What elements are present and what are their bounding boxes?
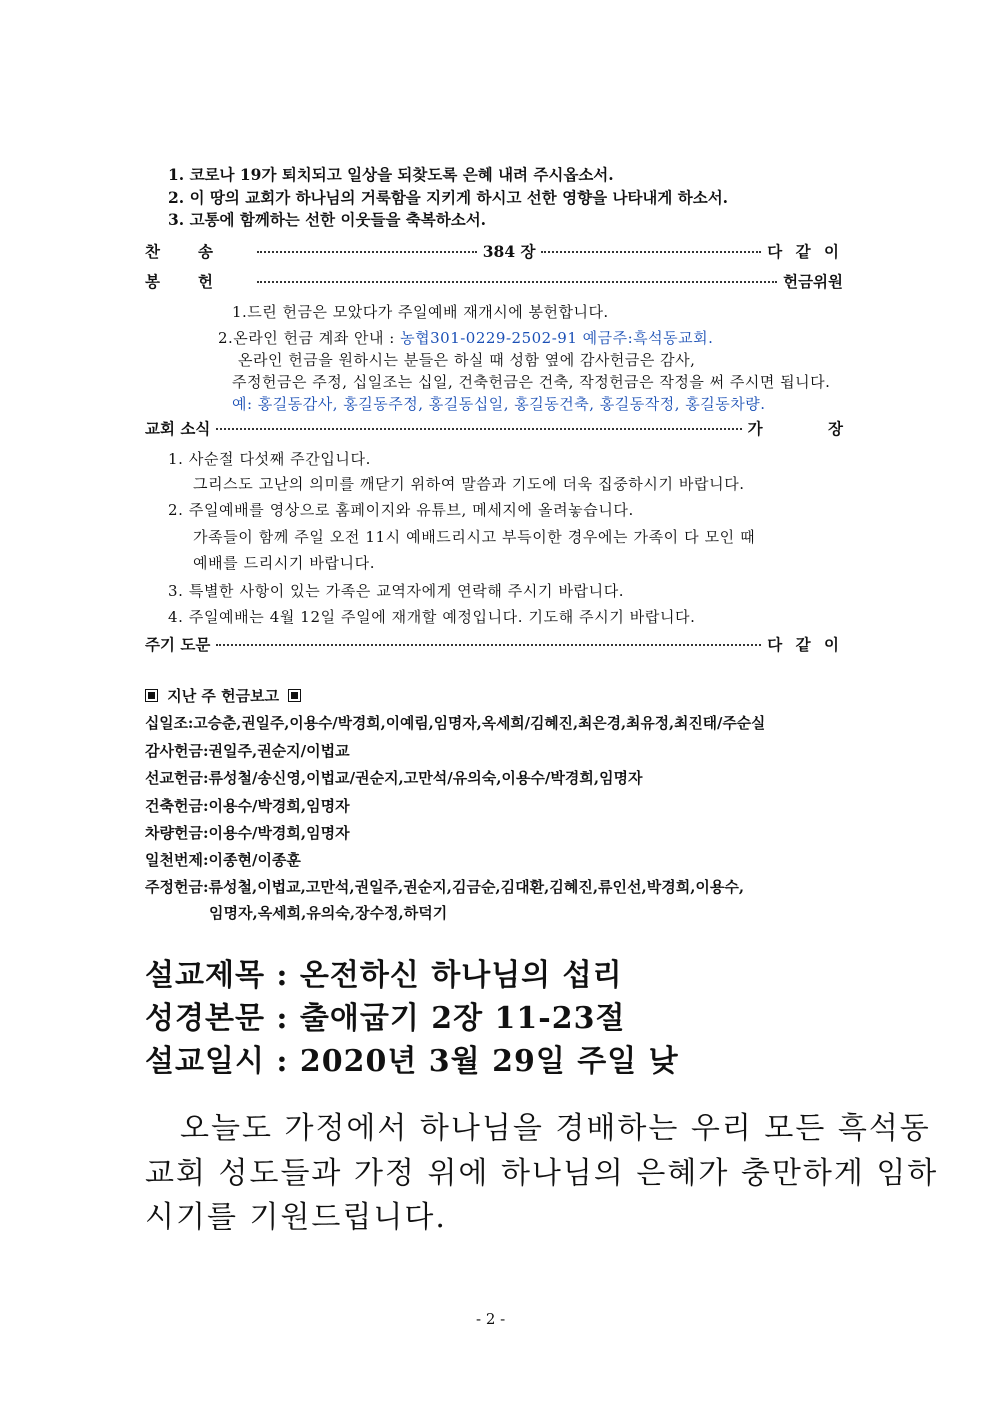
report-line: 일천번제:이종현/이종훈 <box>145 851 301 869</box>
offering-account-prefix: 2.온라인 헌금 계좌 안내 : <box>218 329 401 347</box>
closing-prayer-row <box>145 633 843 655</box>
hymn-performer: 다 같 이 <box>767 242 843 261</box>
news-label: 교회 소식 <box>145 419 211 438</box>
report-line: 주정헌금:류성철,이법교,고만석,권일주,권순지,김금순,김대환,김혜진,류인선,박경희,이용수, <box>145 878 745 896</box>
offering-note-2 <box>218 327 713 348</box>
report-line: 감사헌금:권일주,권순지/이법교 <box>145 742 350 760</box>
hymn-label: 찬송 <box>145 242 251 261</box>
offering-label: 봉헌 <box>145 272 251 291</box>
leader-dots <box>216 428 741 430</box>
offering-note-4: 주정헌금은 주정, 십일조는 십일, 건축헌금은 건축, 작정헌금은 작정을 써 주시면 됩니다. <box>232 373 831 391</box>
offering-note-3: 온라인 헌금을 원하시는 분들은 하실 때 성함 옆에 감사헌금은 감사, <box>238 351 696 369</box>
report-line: 차량헌금:이용수/박경희,임명자 <box>145 824 350 842</box>
closing-performer: 다 같 이 <box>767 635 843 654</box>
news-line-1: 1. 사순절 다섯째 주간입니다. <box>168 450 371 468</box>
page-number: - 2 - <box>476 1310 506 1328</box>
prayer-item-1: 1. 코로나 19가 퇴치되고 일상을 되찾도록 은혜 내려 주시옵소서. <box>168 165 614 184</box>
report-line: 임명자,옥세희,유의숙,장수정,하덕기 <box>209 904 448 922</box>
report-line: 건축헌금:이용수/박경희,임명자 <box>145 797 350 815</box>
offering-account: 농협301-0229-2502-91 예금주:흑석동교회. <box>400 329 714 347</box>
body-paragraph-line: 오늘도 가정에서 하나님을 경배하는 우리 모든 흑석동 <box>180 1111 931 1146</box>
leader-dots <box>257 251 477 253</box>
hymn-row <box>145 240 843 262</box>
report-title-text: 지난 주 헌금보고 <box>167 687 280 705</box>
filled-square-icon <box>145 689 158 702</box>
leader-dots <box>541 251 761 253</box>
report-line: 십일조:고승춘,권일주,이용수/박경희,이예림,임명자,옥세희/김혜진,최은경,최유정,최진태/주순실 <box>145 715 766 732</box>
news-line-4: 가족들이 함께 주일 오전 11시 예배드리시고 부득이한 경우에는 가족이 다 모인 때 <box>193 528 756 546</box>
report-line: 선교헌금:류성철/송신영,이법교/권순지,고만석/유의숙,이용수/박경희,임명자 <box>145 769 643 787</box>
offering-note-1: 1.드린 헌금은 모았다가 주일예배 재개시에 봉헌합니다. <box>232 303 609 321</box>
leader-dots <box>257 281 777 283</box>
news-performer: 가 장 <box>747 419 873 438</box>
news-line-3: 2. 주일예배를 영상으로 홈페이지와 유튜브, 메세지에 올려놓습니다. <box>168 501 634 519</box>
news-line-7: 4. 주일예배는 4월 12일 주일에 재개할 예정입니다. 기도해 주시기 바랍니다. <box>168 608 696 626</box>
closing-label: 주기 도문 <box>145 635 211 654</box>
offering-performer: 헌금위원 <box>783 272 843 291</box>
news-row <box>145 417 873 439</box>
prayer-item-2: 2. 이 땅의 교회가 하나님의 거룩함을 지키게 하시고 선한 영향을 나타내게 하소서. <box>168 188 729 207</box>
body-paragraph-line: 교회 성도들과 가정 위에 하나님의 은혜가 충만하게 임하 <box>145 1156 939 1191</box>
sermon-title: 설교제목 : 온전하신 하나님의 섭리 <box>145 958 623 993</box>
prayer-item-3: 3. 고통에 함께하는 선한 이웃들을 축복하소서. <box>168 210 487 229</box>
hymn-number: 384 장 <box>482 242 536 261</box>
filled-square-icon <box>288 689 301 702</box>
sermon-date: 설교일시 : 2020년 3월 29일 주일 낮 <box>145 1044 679 1079</box>
news-line-2: 그리스도 고난의 의미를 깨닫기 위하여 말씀과 기도에 더욱 집중하시기 바랍니다. <box>193 475 745 493</box>
news-line-5: 예배를 드리시기 바랍니다. <box>193 554 376 572</box>
offering-row <box>145 270 843 292</box>
report-title <box>145 685 305 706</box>
leader-dots <box>216 644 761 646</box>
news-line-6: 3. 특별한 사항이 있는 가족은 교역자에게 연락해 주시기 바랍니다. <box>168 582 625 600</box>
offering-example: 예: 홍길동감사, 홍길동주정, 홍길동십일, 홍길동건축, 홍길동작정, 홍길동차량. <box>232 395 766 413</box>
sermon-scripture: 성경본문 : 출애굽기 2장 11-23절 <box>145 1001 626 1036</box>
body-paragraph-line: 시기를 기원드립니다. <box>145 1200 447 1235</box>
